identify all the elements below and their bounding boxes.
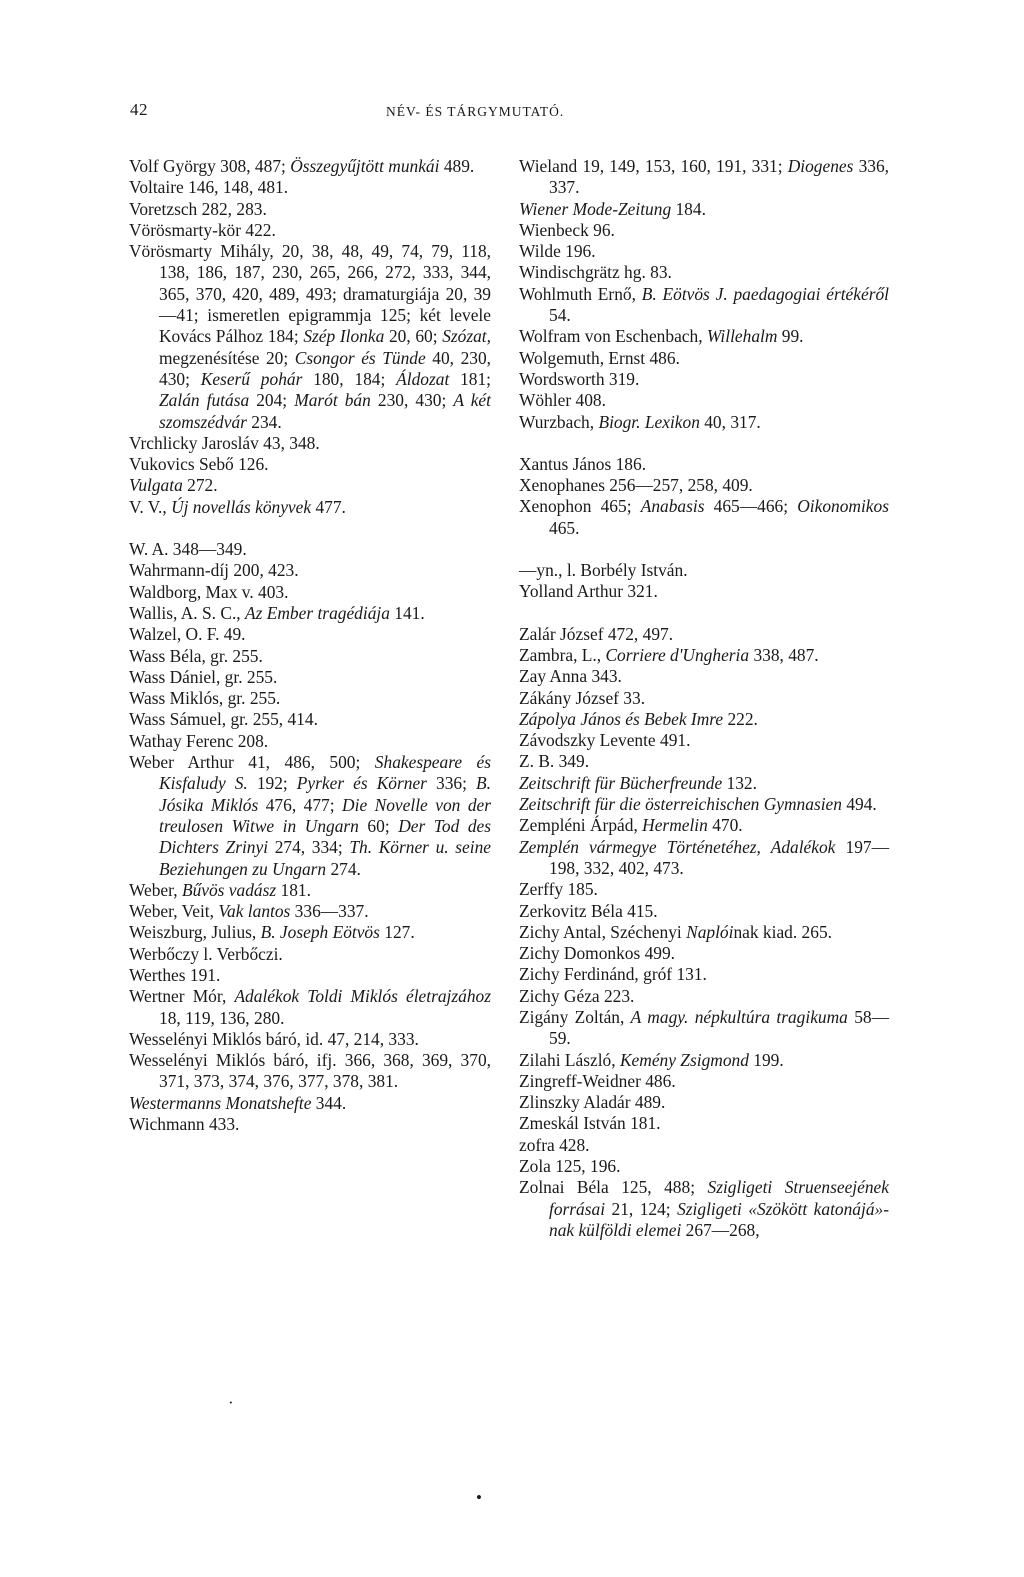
entry-text: Vörösmarty Mihály, 20, 38, 48, 49, 74, 79, 118, 138, 186, 187, 230, 265, 266, 272, 333, 344, 365, 370, 420, 489, 493; dramaturgiája 20, 39—41; ismeretlen epigrammja 125; két levele Kovács Pálhoz 184; (129, 241, 491, 347)
entry-text: Z. B. 349. (519, 751, 590, 772)
index-entry (519, 199, 889, 220)
italic-title-text: Az Ember tragédiája (245, 602, 390, 623)
entry-text: Xenophon 465; (519, 496, 641, 517)
entry-text: Zay Anna 343. (519, 666, 622, 687)
entry-text: Wienbeck 96. (519, 219, 615, 240)
entry-text: Xantus János 186. (519, 453, 647, 474)
entry-text: 18, 119, 136, 280. (159, 1007, 285, 1028)
italic-title-text: Biogr. Lexikon (598, 411, 700, 432)
italic-title-text: Naplói (686, 921, 734, 942)
entry-text: Weber Arthur 41, 486, 500; (129, 752, 375, 773)
index-entry (129, 475, 491, 496)
italic-title-text: Die Novelle von der treulosen Witwe in Ungarn (159, 794, 492, 836)
index-entry (519, 709, 889, 730)
index-entry (129, 433, 491, 454)
index-entry (129, 220, 491, 241)
entry-text: Voretzsch 282, 283. (129, 198, 267, 219)
italic-title-text: Zemplén vármegye Történetéhez, Adalékok (519, 836, 836, 857)
index-entry (519, 837, 889, 880)
italic-title-text: Hermelin (642, 815, 708, 836)
entry-text: 192; (247, 773, 297, 794)
entry-text: Zilahi László, (519, 1049, 620, 1070)
entry-text: Zichy Antal, Széchenyi (519, 921, 687, 942)
italic-title-text: Corriere d'Ungheria (605, 644, 750, 665)
entry-text: Vrchlicky Jarosláv 43, 348. (129, 432, 320, 453)
entry-text: Wallis, A. S. C., (129, 602, 246, 623)
index-entry (519, 156, 889, 199)
index-entry (519, 879, 889, 900)
index-entry (519, 496, 889, 539)
italic-title-text: Zalán futása (159, 390, 250, 411)
index-entry (519, 815, 889, 836)
entry-text: 204; (249, 390, 295, 411)
italic-title-text: Westermanns Monatshefte (129, 1092, 312, 1113)
entry-text: Walzel, O. F. 49. (129, 624, 246, 645)
entry-text: 274. (326, 858, 361, 879)
entry-text: Zalár József 472, 497. (519, 623, 674, 644)
entry-text: 489. (439, 156, 475, 176)
letter-section-gap (519, 433, 889, 454)
entry-text: Voltaire 146, 148, 481. (129, 177, 289, 198)
right-index-column (519, 156, 889, 1241)
index-entry (129, 1114, 491, 1135)
italic-title-text: Kemény Zsigmond (619, 1049, 749, 1070)
index-entry (519, 284, 889, 327)
index-entry (519, 943, 889, 964)
index-entry (519, 262, 889, 283)
entry-text: Wöhler 408. (519, 390, 606, 411)
entry-text: Zempléni Árpád, (519, 815, 643, 836)
italic-title-text: Szép Ilonka (303, 326, 385, 347)
entry-text: Zigány Zoltán, (519, 1006, 631, 1027)
entry-text: Vukovics Sebő 126. (129, 454, 269, 475)
entry-text: 141. (389, 602, 425, 623)
index-entry (129, 1050, 491, 1093)
italic-title-text: Összegyűjtött munkái (290, 156, 440, 176)
entry-text: Zerffy 185. (519, 879, 598, 900)
index-entry (129, 1029, 491, 1050)
entry-text: Wahrmann-díj 200, 423. (129, 560, 299, 581)
entry-text: V. V., (129, 496, 172, 517)
stray-bullet-mark: • (476, 1488, 482, 1507)
entry-text: 54. (549, 305, 571, 326)
entry-text: Wass Béla, gr. 255. (129, 645, 263, 666)
entry-text: 181. (276, 879, 311, 900)
index-entry (519, 901, 889, 922)
index-entry (519, 922, 889, 943)
entry-text: Xenophanes 256—257, 258, 409. (519, 475, 753, 496)
italic-title-text: Th. Körner u. seine Beziehungen zu Ungarn (159, 837, 491, 879)
entry-text: 272. (182, 475, 218, 496)
entry-text: 230, 430; (370, 390, 454, 411)
index-entry (129, 539, 491, 560)
index-entry (129, 199, 491, 220)
index-entry (519, 581, 889, 602)
entry-text: Závodszky Levente 491. (519, 730, 691, 751)
index-entry (129, 454, 491, 475)
index-entry (519, 773, 889, 794)
italic-title-text: Anabasis (640, 496, 705, 517)
entry-text: 465—466; (704, 496, 798, 517)
italic-title-text: Csongor és Tünde (294, 347, 426, 368)
entry-text: 21, 124; (605, 1198, 678, 1219)
index-entry (129, 497, 491, 518)
entry-text: 40, 230, 430; (159, 347, 491, 389)
index-entry (519, 1135, 889, 1156)
entry-text: Wass Miklós, gr. 255. (129, 688, 281, 709)
index-entry (519, 369, 889, 390)
index-entry (129, 752, 491, 880)
entry-text: 58—59. (549, 1006, 889, 1049)
entry-text: Wilde 196. (519, 241, 596, 262)
entry-text: Zichy Domonkos 499. (519, 943, 676, 964)
entry-text: Werthes 191. (129, 964, 221, 985)
entry-text: 477. (311, 496, 346, 517)
italic-title-text: Marót bán (294, 390, 371, 411)
italic-title-text: Szigligeti Struenseejének forrásai (549, 1177, 889, 1219)
index-entry (129, 177, 491, 198)
index-entry (519, 348, 889, 369)
index-entry (519, 1113, 889, 1134)
entry-text: 470. (707, 815, 743, 836)
index-entry (519, 794, 889, 815)
entry-text: Zichy Ferdinánd, gróf 131. (519, 964, 707, 985)
entry-text: 197—198, 332, 402, 473. (549, 836, 889, 878)
entry-text: 344. (311, 1092, 347, 1113)
index-entry (519, 751, 889, 772)
entry-text: Wolfram von Eschenbach, (519, 326, 707, 347)
entry-text: 127. (379, 922, 415, 943)
index-entry (519, 1007, 889, 1050)
entry-text: 199. (748, 1049, 784, 1070)
entry-text: Wohlmuth Ernő, (519, 283, 642, 304)
index-entry (129, 986, 491, 1029)
entry-text: 181; (449, 368, 492, 389)
index-entry (519, 645, 889, 666)
italic-title-text: Keserű pohár (200, 368, 303, 389)
letter-section-gap (519, 539, 889, 560)
italic-title-text: Willehalm (706, 326, 778, 347)
italic-title-text: Der Tod des Dichters Zrinyi (159, 815, 491, 858)
entry-text: Wertner Mór, (129, 986, 235, 1007)
index-entry (129, 646, 491, 667)
page-number: 42 (130, 100, 148, 119)
italic-title-text: Zeitschrift für die österreichischen Gymnasien (519, 794, 842, 815)
index-entry (519, 475, 889, 496)
entry-text: Volf György 308, 487; (129, 156, 291, 176)
index-entry (519, 454, 889, 475)
entry-text: Wass Sámuel, gr. 255, 414. (129, 709, 318, 730)
entry-text: Wass Dániel, gr. 255. (129, 666, 278, 687)
entry-text: Zingreff-Weidner 486. (519, 1070, 676, 1091)
entry-text: —yn., l. Borbély István. (519, 560, 688, 581)
index-entry (129, 560, 491, 581)
index-entry (519, 1177, 889, 1241)
index-entry (519, 964, 889, 985)
index-entry (129, 156, 491, 177)
italic-title-text: Diogenes (787, 156, 854, 176)
entry-text: 338, 487. (749, 644, 819, 665)
italic-title-text: Zeitschrift für Bücherfreunde (519, 772, 723, 793)
italic-title-text: A két szomszédvár (159, 390, 491, 432)
entry-text: 99. (777, 326, 804, 347)
index-entry (129, 624, 491, 645)
index-entry (129, 667, 491, 688)
entry-text: 465. (549, 517, 580, 538)
entry-text: Zola 125, 196. (519, 1156, 621, 1177)
entry-text: Zambra, L., (519, 644, 606, 665)
entry-text: 267—268, (681, 1219, 760, 1240)
running-head-title: NÉV- ÉS TÁRGYMUTATÓ. (386, 104, 565, 119)
entry-text: megzenésítése 20; (159, 347, 295, 368)
italic-title-text: Wiener Mode-Zeitung (519, 198, 672, 219)
entry-text: nak kiad. 265. (733, 921, 832, 942)
entry-text: 180, 184; (302, 368, 397, 389)
entry-text: 60; (358, 815, 399, 836)
index-entry (129, 709, 491, 730)
index-entry (129, 603, 491, 624)
entry-text: 184. (671, 198, 706, 219)
entry-text: Weber, Veit, (129, 901, 219, 922)
index-entry (519, 412, 889, 433)
entry-text: Zlinszky Aladár 489. (519, 1092, 666, 1113)
index-entry (519, 326, 889, 347)
entry-text: Zerkovitz Béla 415. (519, 900, 658, 921)
italic-title-text: B. Eötvös J. paedagogiai értékéről (641, 283, 889, 304)
index-entry (519, 986, 889, 1007)
entry-text: 40, 317. (699, 411, 761, 432)
entry-text: 336; (426, 773, 476, 794)
index-entry (519, 560, 889, 581)
entry-text: Wieland 19, 149, 153, 160, 191, 331; (519, 156, 788, 176)
entry-text: Wesselényi Miklós báró, ifj. 366, 368, 369, 370, 371, 373, 374, 376, 377, 378, 381. (129, 1050, 491, 1092)
italic-title-text: Áldozat (396, 368, 450, 389)
italic-title-text: Pyrker és Körner (296, 773, 427, 794)
entry-text: Wordsworth 319. (519, 368, 640, 389)
entry-text: 336—337. (290, 901, 369, 922)
index-entry (519, 666, 889, 687)
italic-title-text: A magy. népkultúra tragikuma (630, 1006, 848, 1027)
entry-text: 20, 60; (384, 326, 443, 347)
entry-text: 476, 477; (258, 794, 343, 815)
entry-text: Windischgrätz hg. 83. (519, 262, 672, 283)
index-entry (519, 1156, 889, 1177)
italic-title-text: Bűvös vadász (181, 879, 277, 900)
index-entry (129, 582, 491, 603)
italic-title-text: B. Joseph Eötvös (260, 922, 380, 943)
italic-title-text: B. Jósika Miklós (159, 773, 491, 815)
italic-title-text: Shakespeare és Kisfaludy S. (159, 752, 491, 794)
entry-text: Zmeskál István 181. (519, 1113, 661, 1134)
index-entry (129, 922, 491, 943)
index-entry (519, 390, 889, 411)
entry-text: Yolland Arthur 321. (519, 581, 658, 602)
index-entry (129, 241, 491, 433)
italic-title-text: Szigligeti «Szökött katonájá»-nak külföldi elemei (549, 1198, 890, 1240)
index-entry (129, 880, 491, 901)
index-entry (519, 1050, 889, 1071)
entry-text: Wolgemuth, Ernst 486. (519, 347, 680, 368)
entry-text: Vörösmarty-kör 422. (129, 219, 276, 240)
index-entry (129, 965, 491, 986)
entry-text: zofra 428. (519, 1134, 590, 1155)
italic-title-text: Vak lantos (218, 901, 291, 922)
entry-text: Zichy Géza 223. (519, 985, 635, 1006)
entry-text: Zolnai Béla 125, 488; (519, 1177, 708, 1198)
italic-title-text: Új novellás könyvek (171, 496, 312, 517)
entry-text: Wathay Ferenc 208. (129, 730, 269, 751)
entry-text: Weber, (129, 879, 182, 900)
stray-dot-mark: · (228, 1393, 234, 1412)
entry-text: Zákány József 33. (519, 687, 646, 708)
index-entry (129, 901, 491, 922)
italic-title-text: Adalékok Toldi Miklós életrajzához (234, 986, 491, 1007)
index-entry (519, 730, 889, 751)
italic-title-text: Oikonomikos (797, 496, 889, 517)
italic-title-text: Zápolya János és Bebek Imre (519, 708, 724, 729)
entry-text: Waldborg, Max v. 403. (129, 581, 289, 602)
index-entry (519, 1092, 889, 1113)
index-entry (519, 241, 889, 262)
letter-section-gap (129, 518, 491, 539)
italic-title-text: Szózat, (442, 326, 491, 347)
index-entry (519, 624, 889, 645)
letter-section-gap (519, 603, 889, 624)
entry-text: Werbőczy l. Verbőczi. (129, 943, 283, 964)
entry-text: 494. (841, 794, 877, 815)
index-entry (519, 1071, 889, 1092)
entry-text: 132. (722, 772, 757, 793)
entry-text: Weiszburg, Julius, (129, 922, 261, 943)
entry-text: Wurzbach, (519, 411, 599, 432)
index-entry (129, 731, 491, 752)
italic-title-text: Vulgata (129, 475, 183, 496)
entry-text: Wesselényi Miklós báró, id. 47, 214, 333. (129, 1028, 419, 1049)
entry-text: Wichmann 433. (129, 1114, 240, 1135)
index-entry (129, 1093, 491, 1114)
entry-text: 274, 334; (268, 837, 350, 858)
index-entry (129, 688, 491, 709)
left-index-column (129, 156, 491, 1135)
entry-text: 336, 337. (549, 156, 889, 198)
entry-text: W. A. 348—349. (129, 539, 247, 560)
index-entry (519, 220, 889, 241)
entry-text: 234. (246, 411, 282, 432)
index-entry (519, 688, 889, 709)
entry-text: 222. (723, 708, 758, 729)
index-entry (129, 944, 491, 965)
